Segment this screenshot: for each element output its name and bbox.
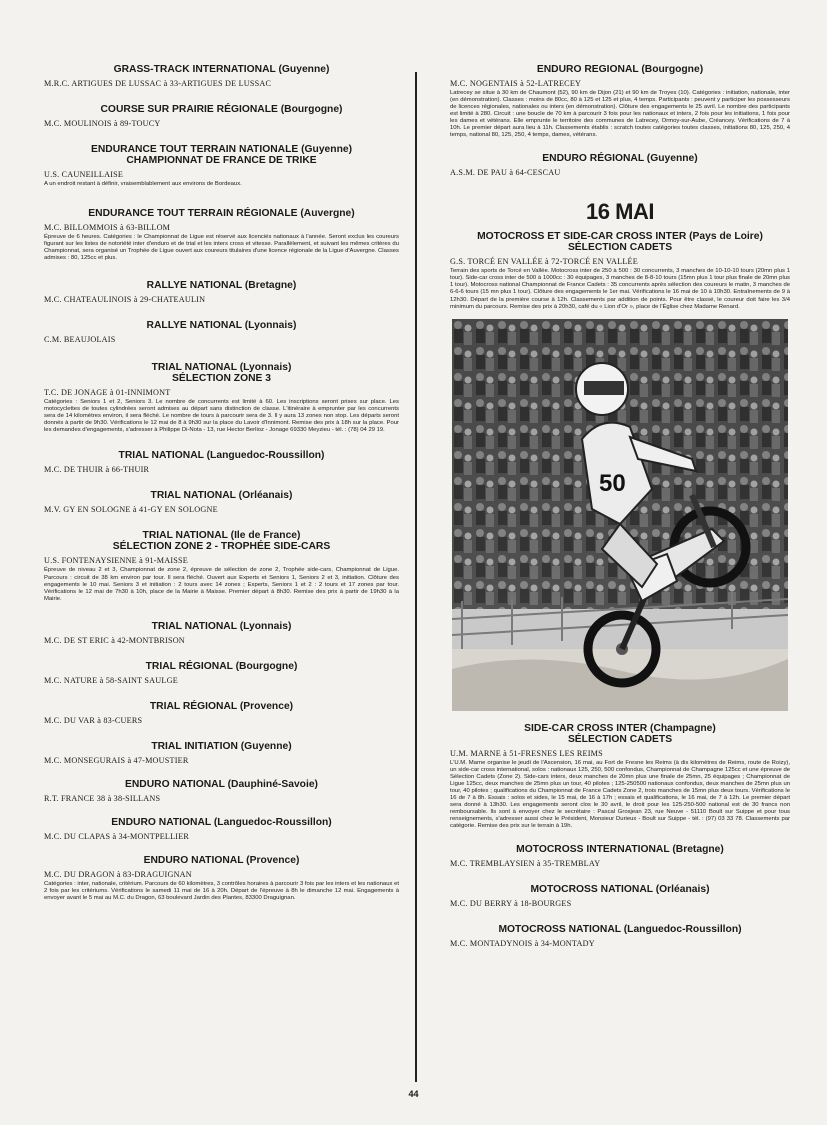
event-listing bbox=[44, 855, 399, 902]
event-title: MOTOCROSS NATIONAL (Orléanais) bbox=[530, 884, 710, 896]
event-club: M.C. BILLOMMOIS à 63-BILLOM bbox=[44, 223, 171, 233]
event-club: G.S. TORCÉ EN VALLÉE à 72-TORCÉ EN VALLÉE bbox=[450, 257, 638, 267]
event-club: T.C. DE JONAGE à 01-INNIMONT bbox=[44, 388, 171, 398]
event-description: A un endroit restant à définir, vraisemblablement aux environs de Bordeaux. bbox=[44, 181, 242, 187]
event-listing bbox=[44, 701, 399, 725]
page-number: 44 bbox=[408, 1089, 419, 1099]
event-listing bbox=[44, 64, 399, 88]
event-club: M.C. TREMBLAYSIEN à 35-TREMBLAY bbox=[450, 859, 601, 869]
event-listing bbox=[44, 280, 399, 304]
event-club: M.R.C. ARTIGUES DE LUSSAC à 33-ARTIGUES DE LUSSAC bbox=[44, 79, 272, 88]
event-club: M.C. DU DRAGON à 83-DRAGUIGNAN bbox=[44, 869, 192, 879]
event-club: M.C. DU CLAPAS à 34-MONTPELLIER bbox=[44, 831, 190, 841]
event-club: C.M. BEAUJOLAIS bbox=[44, 335, 116, 345]
event-listing bbox=[450, 884, 790, 908]
event-listing bbox=[450, 924, 790, 948]
event-title: MOTOCROSS INTERNATIONAL (Bretagne) bbox=[516, 844, 724, 856]
event-title: TRIAL INITIATION (Guyenne) bbox=[151, 740, 292, 752]
event-description: Latrecey se situe à 30 km de Chaumont (52), 90 km de Dijon (21) et 90 km de Troyes (10). Catégories : initiation, nationale, inter (en démonstration). Classes : moins de 80cc, 80 à 125 et 125 et plus, 4 temps. Participants : peuvent y participer les possesseurs de licences régionales, nationales ou inters (en démonstration). Clôture des engagements le 25 avril. Le nombre des participants est limité à 280. Circuit : une boucle de 70 km à parcourir 3 fois pour les nationaux et inters, 2 fois pour les initiations, 1 fois pour les dames et vétérans. Elle emprunte le territoire des communes de Latrecey, Ormoy-sur-Aube, Créancey. Vérifications de 7 à 10h. Le premier départ aura lieu à 11h. Classements établis : scratch toutes catégories toutes classes, initiations 80, 125, 250, 4 temps, national 80, 125, 250, 4 temps, dames, vétérans. bbox=[450, 90, 790, 139]
event-club: M.V. GY EN SOLOGNE à 41-GY EN SOLOGNE bbox=[44, 505, 218, 515]
event-title: COURSE SUR PRAIRIE RÉGIONALE (Bourgogne) bbox=[100, 104, 343, 115]
event-title: RALLYE NATIONAL (Lyonnais) bbox=[146, 320, 297, 332]
event-title: TRIAL NATIONAL (Ile de France) SÉLECTION ZONE 2 - TROPHÉE SIDE-CARS bbox=[112, 530, 331, 553]
event-listing bbox=[44, 104, 399, 128]
event-club: M.C. NATURE à 58-SAINT SAULGE bbox=[44, 675, 178, 685]
event-title: ENDURO REGIONAL (Bourgogne) bbox=[536, 64, 704, 75]
event-title: ENDURO RÉGIONAL (Guyenne) bbox=[542, 153, 698, 165]
event-description: Catégories : Seniors 1 et 2, Seniors 3. Le nombre de concurrents est limité à 60. Les inscriptions seront prises sur place. Les motocyclettes de toutes cylindrées seront admises au départ sans distinction de classe. L'itinéraire à emprunter par les concurrents sera de 14 kilomètres environ, il sera fléché. Le nombre de tours à parcourir sera de 3. Il y aura 13 zones non stop. Les départs seront donnés à partir de 9h30. Vérifications le 12 mai de 8 à 9h30 sur la place du Lavoir d'Innimont. Remise des prix à 18h sur la place. Pour les demandes d'engagements, s'adresser à Philippe Di-Nota - 13, rue Hector Berlioz - Jonage 69330 Meyzieu - tél. : (78) 04 29 19. bbox=[44, 399, 399, 434]
event-title: TRIAL NATIONAL (Lyonnais) bbox=[151, 620, 292, 632]
right-column bbox=[450, 64, 790, 950]
event-club: M.C. CHATEAULINOIS à 29-CHATEAULIN bbox=[44, 295, 206, 305]
event-title: TRIAL NATIONAL (Lyonnais) SÉLECTION ZONE 3 bbox=[151, 362, 292, 385]
event-title: RALLYE NATIONAL (Bretagne) bbox=[146, 280, 297, 292]
event-title: TRIAL RÉGIONAL (Provence) bbox=[149, 700, 294, 712]
event-listing bbox=[44, 362, 399, 434]
event-listing bbox=[44, 817, 399, 841]
event-title: SIDE-CAR CROSS INTER (Champagne) SÉLECTION CADETS bbox=[524, 722, 716, 745]
event-club: U.S. CAUNEILLAISE bbox=[44, 170, 124, 179]
column-divider bbox=[415, 72, 417, 1082]
event-description: Catégories : inter, nationale, critérium. Parcours de 60 kilomètres, 3 contrôles horaires à parcourir 3 fois par les inters et les nationaux et 2 fois par les critériums. Vérifications le samedi 11 mai de 16 à 20h. Départ de l'épreuve à 8h le dimanche 12 mai. Engagements à envoyer avant le 5 mai au M.C. du Dragon, 63 boulevard Jardin des Plantes, 83300 Draguignan. bbox=[44, 880, 399, 901]
event-title: ENDURANCE TOUT TERRAIN NATIONALE (Guyenne) CHAMPIONNAT DE FRANCE DE TRIKE bbox=[90, 144, 353, 166]
event-listing bbox=[450, 64, 790, 139]
event-listing bbox=[44, 144, 399, 188]
event-description: L'U.M. Marne organise le jeudi de l'Ascension, 16 mai, au Fort de Fresne les Reims (à dix kilomètres de Reims, route de Roizy), un side-car cross international, solos : nationaux 125, 250, 500 confondus, Championnat de Champagne 125cc et une épreuve de Sélection Cadets (Zone 2). Side-cars inters, deux manches de 20mn plus une finale de 25mn, 25 équipages ; Championnat de Ligue 125cc, deux manches de 25mn plus un tour, 40 pilotes ; 125-250500 nationaux confondus, deux manches de 25mn plus un tour, 40 pilotes ; qualifications du Championnat de France Cadets Zone 2, trois manches de 15mn plus deux tours. Vérifications le 16 de 7 à 8h. Essais : solos et sides, le 15 mai, de 16 à 17h ; essais et qualifications, le 16 mai, de 7 à 12h. Le premier départ sera donné à 13h30. Les engagements seront clos le 30 avril, le droit pour les 125-250-500 national est de 30 francs non remboursable. Ils sont à envoyer chez le secrétaire : Pascal Grosjean 23, rue Neuve - 51110 Boult sur Suippe et pour tous renseignements, s'adresser aussi chez le Président, Monsieur Durieux - Boult sur Suippe - tél. : (97) 03 33 78. Classements par catégorie. Remise des prix sur le terrain à 19h. bbox=[450, 759, 790, 830]
event-club: M.C. DE THUIR à 66-THUIR bbox=[44, 465, 150, 475]
event-listing bbox=[44, 320, 399, 344]
event-listing bbox=[450, 723, 790, 830]
event-club: M.C. MONSEGURAIS à 47-MOUSTIER bbox=[44, 755, 189, 765]
event-club: M.C. MONTADYNOIS à 34-MONTADY bbox=[450, 939, 595, 949]
event-listing bbox=[44, 530, 399, 602]
event-club: A.S.M. DE PAU à 64-CESCAU bbox=[450, 168, 561, 178]
rider-jump-illustration bbox=[452, 319, 788, 711]
event-title: ENDURANCE TOUT TERRAIN RÉGIONALE (Auvergne) bbox=[88, 208, 355, 220]
event-listing bbox=[44, 779, 399, 803]
event-listing bbox=[44, 208, 399, 262]
event-title: MOTOCROSS ET SIDE-CAR CROSS INTER (Pays de Loire) SÉLECTION CADETS bbox=[477, 231, 763, 254]
event-club: R.T. FRANCE 38 à 38-SILLANS bbox=[44, 793, 161, 803]
event-description: Épreuve de 6 heures. Catégories : le Championnat de Ligue est réservé aux licenciés nationaux à l'année. Seront exclus les coureurs figurant sur les listes de notoriété inter d'enduro et de trial et les inters cross et vitesse. Parallèlement, et suivant les mêmes critères du Championnat, sera organisé un Trophée de Ligue ouvert aux coureurs titulaires d'une licence régionale de la Ligue d'Auvergne. Classes admises : 80, 125cc et plus. bbox=[44, 234, 399, 262]
event-listing bbox=[44, 741, 399, 765]
date-heading: 16 MAI bbox=[586, 199, 654, 225]
event-listing bbox=[44, 450, 399, 474]
motocross-photo bbox=[452, 319, 788, 711]
event-listing bbox=[450, 153, 790, 177]
left-column bbox=[44, 64, 399, 902]
event-title: ENDURO NATIONAL (Languedoc-Roussillon) bbox=[111, 816, 332, 828]
event-listing bbox=[450, 844, 790, 868]
event-listing bbox=[450, 231, 790, 310]
event-club: U.M. MARNE à 51-FRESNES LES REIMS bbox=[450, 748, 603, 758]
event-title: TRIAL NATIONAL (Orléanais) bbox=[150, 490, 293, 502]
event-title: GRASS-TRACK INTERNATIONAL (Guyenne) bbox=[113, 64, 330, 75]
event-listing bbox=[44, 621, 399, 645]
event-club: M.C. DU BERRY à 18-BOURGES bbox=[450, 899, 572, 909]
event-club: M.C. DE ST ERIC à 42-MONTBRISON bbox=[44, 635, 185, 645]
event-listing bbox=[44, 490, 399, 514]
event-club: M.C. MOULINOIS à 89-TOUCY bbox=[44, 119, 161, 128]
rider-number: 50 bbox=[599, 469, 626, 497]
event-description: Terrain des sports de Torcé en Vallée. Motocross inter de 250 à 500 : 30 concurrents, 3 manches de 10-10-10 tours (20mn plus 1 tour). Side-car cross inter de 500 à 1000cc : 30 équipages, 3 manches de 8-8-10 tours (15mn plus 1 tour plus finale de 20mn plus 1 tour). Motocross national Championnat de France Cadets : 35 concurrents après sélection des coureurs le matin, 3 manches de 6-6-6 tours (15 mn plus 1 tour). Clôture des engagements le 1er mai. Vérifications le 16 mai de 10 à 10h30. Entraînements de 9 à 12h30. Départ de la première course à 12h. Classements par addition de points. Pour être classé, le coureur doit faire les 3/4 minimum du parcours. Remise des prix à 20h30, café du « Lion d'Or », place de l'Église chez Madame Renard. bbox=[450, 268, 790, 310]
event-club: M.C. NOGENTAIS à 52-LATRECEY bbox=[450, 79, 582, 88]
event-description: Épreuve de niveau 2 et 3, Championnat de zone 2, épreuve de sélection de zone 2, Trophée side-cars, Championnat de Ligue. Parcours : circuit de 38 km environ par tour. Il sera fléché. Ouvert aux Experts et Seniors 1, Seniors 2 et 3, initiation. Clôture des engagements le 10 mai. Seniors 3 et initiation : 2 tours avec 14 zones ; Experts, Seniors 1 et 2 : 2 tours et 17 zones par tour. Vérifications le 12 mai de 7h30 à 10h, place de la Mairie à Maisse. Premier départ à 8h30. Remise des prix à partir de 19h30 à la Mairie. bbox=[44, 567, 399, 602]
event-title: TRIAL NATIONAL (Languedoc-Roussillon) bbox=[118, 450, 325, 462]
event-listing bbox=[44, 661, 399, 685]
event-title: ENDURO NATIONAL (Dauphiné-Savoie) bbox=[125, 778, 318, 790]
event-title: TRIAL RÉGIONAL (Bourgogne) bbox=[145, 660, 298, 672]
event-club: U.S. FONTENAYSIENNE à 91-MAISSE bbox=[44, 556, 188, 566]
event-title: MOTOCROSS NATIONAL (Languedoc-Roussillon) bbox=[498, 924, 742, 936]
event-title: ENDURO NATIONAL (Provence) bbox=[143, 854, 300, 866]
event-club: M.C. DU VAR à 83-CUERS bbox=[44, 715, 143, 725]
